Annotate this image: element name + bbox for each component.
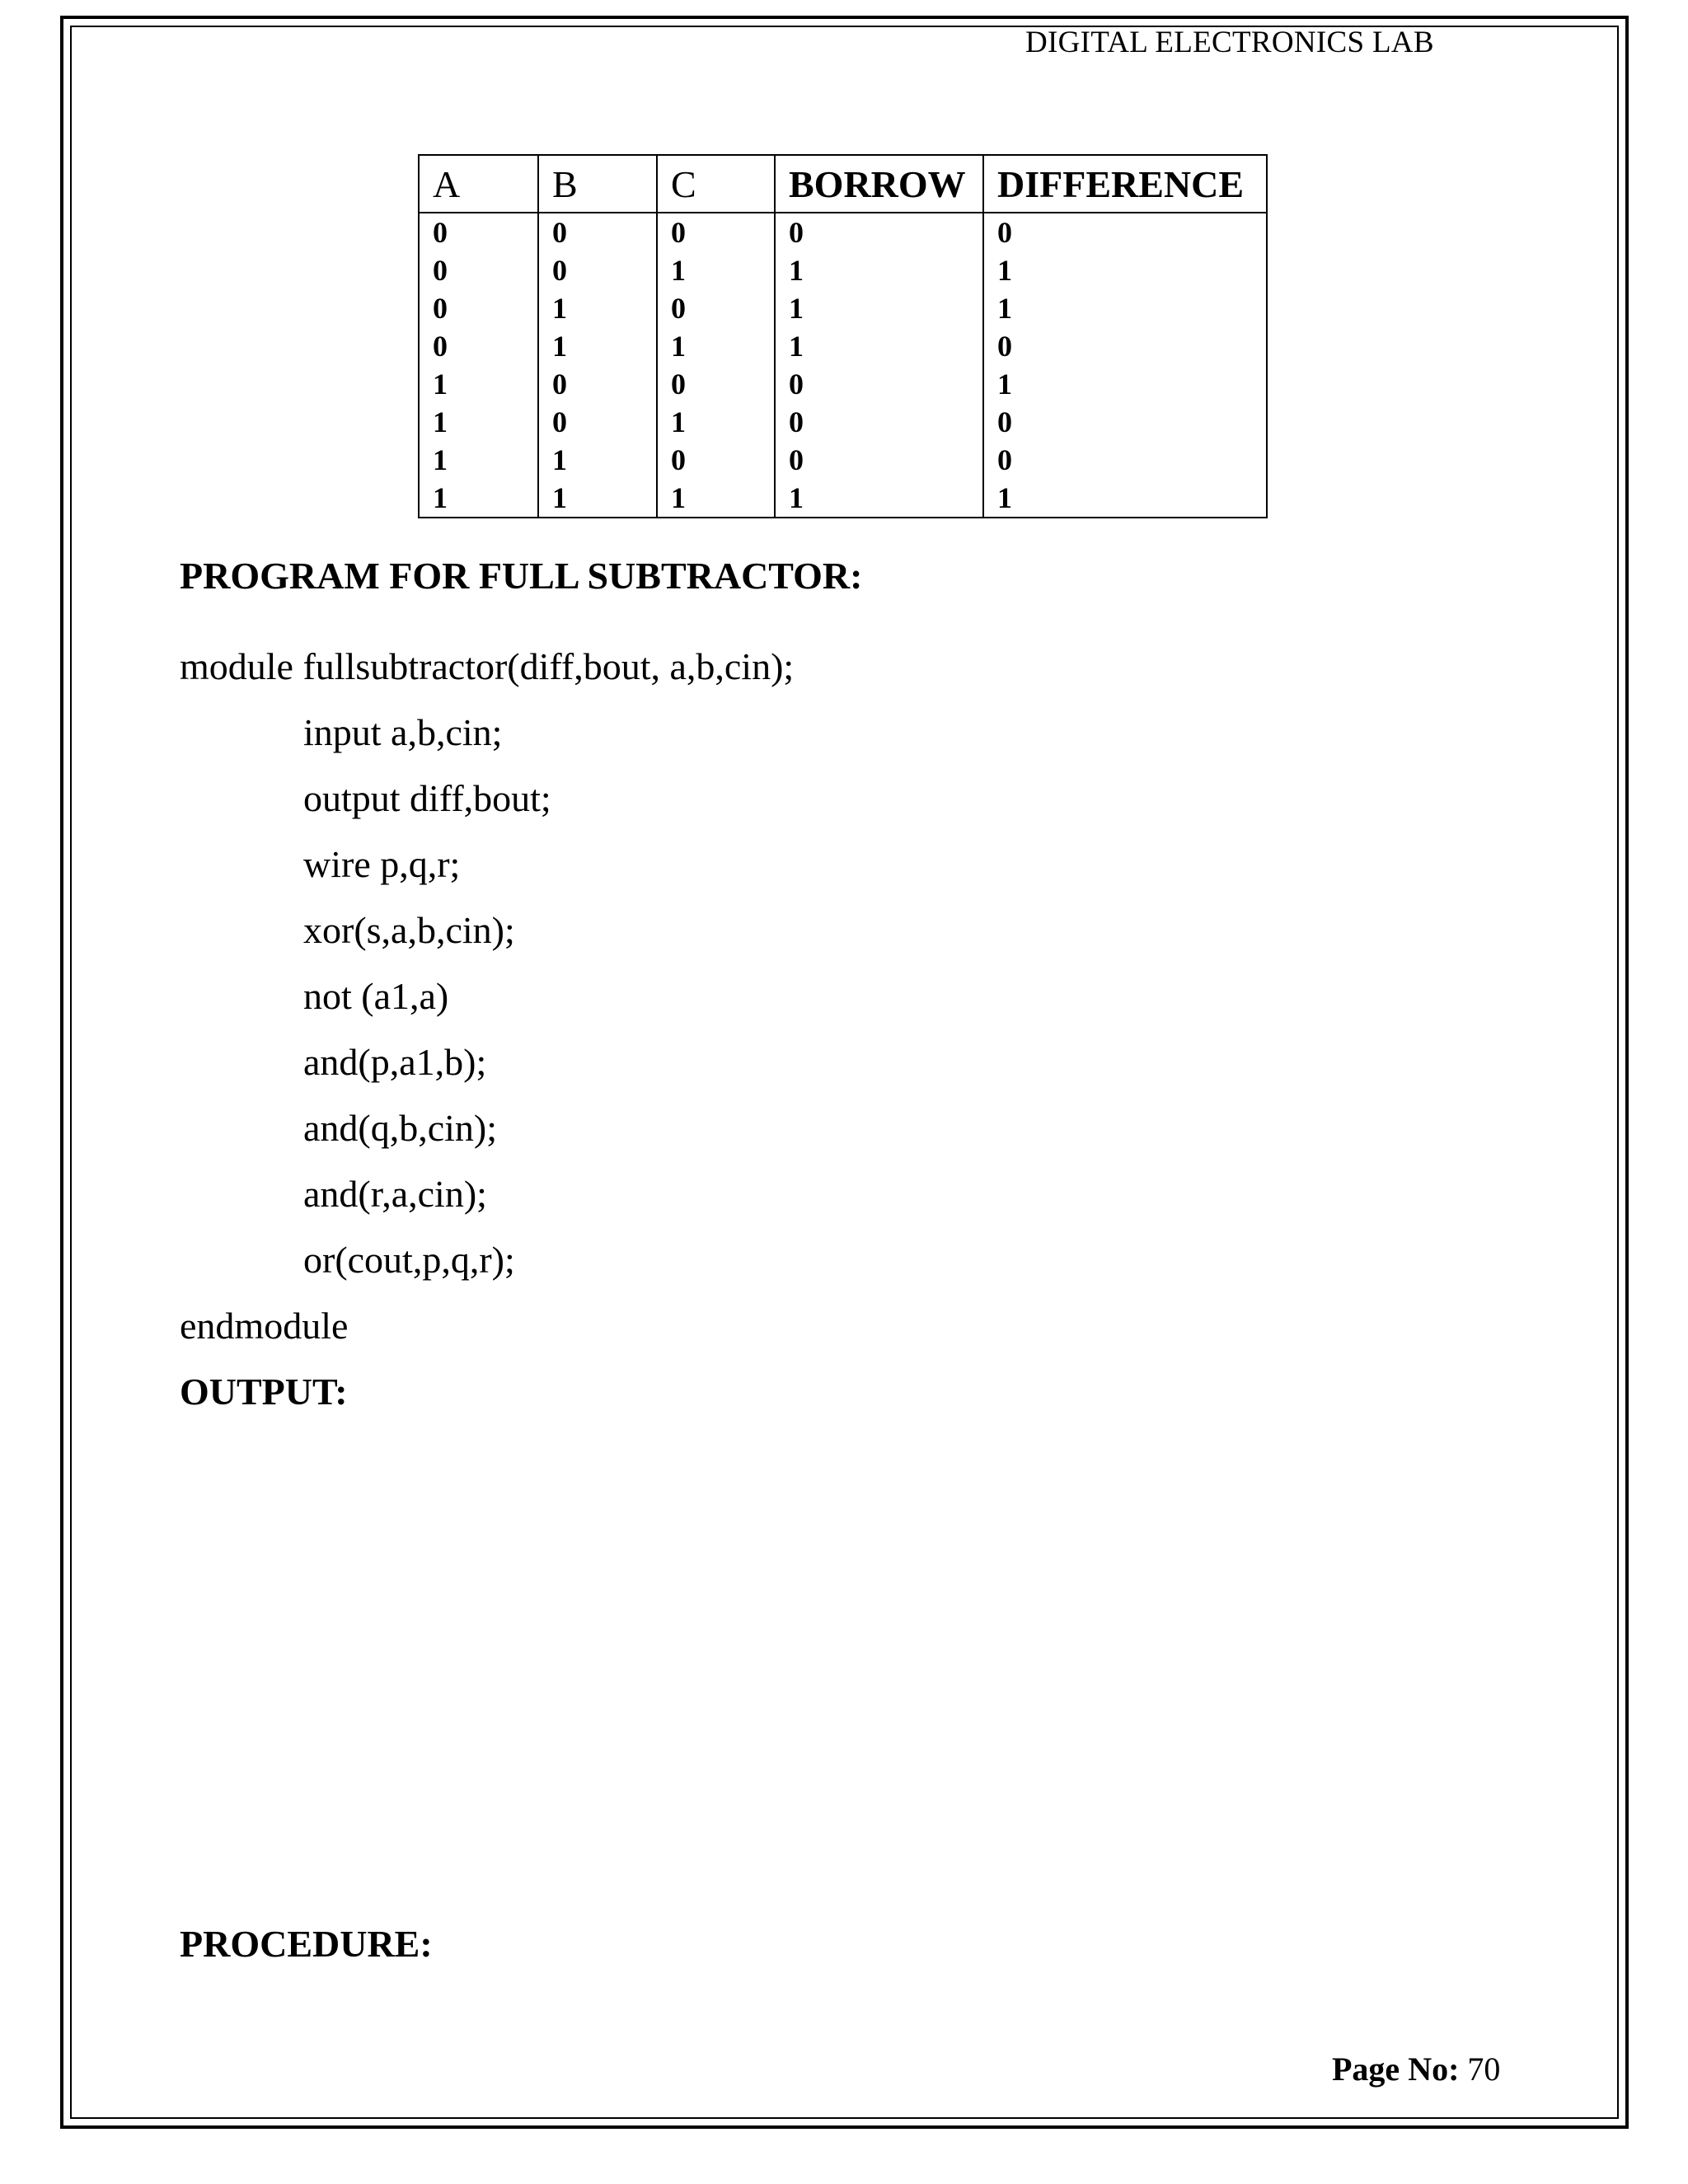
- cell-difference: 1: [983, 289, 1267, 327]
- cell-c: 0: [657, 213, 775, 251]
- code-line-xor: xor(s,a,b,cin);: [303, 909, 515, 951]
- cell-borrow: 0: [775, 403, 983, 441]
- code-line-input: input a,b,cin;: [303, 711, 503, 753]
- code-line-and-q: and(q,b,cin);: [303, 1107, 498, 1149]
- cell-b: 0: [538, 213, 657, 251]
- output-heading: OUTPUT:: [180, 1371, 348, 1413]
- cell-c: 1: [657, 403, 775, 441]
- code-line-module: module fullsubtractor(diff,bout, a,b,cin);: [180, 645, 795, 687]
- page-number-value: 70: [1467, 2050, 1501, 2088]
- cell-borrow: 1: [775, 251, 983, 289]
- cell-b: 1: [538, 327, 657, 365]
- header-difference: DIFFERENCE: [983, 155, 1267, 213]
- code-line-and-r: and(r,a,cin);: [303, 1173, 487, 1215]
- page-number-label: Page No:: [1332, 2050, 1460, 2088]
- cell-difference: 1: [983, 365, 1267, 403]
- cell-borrow: 1: [775, 289, 983, 327]
- cell-difference: 0: [983, 403, 1267, 441]
- cell-a: 0: [419, 213, 538, 251]
- cell-difference: 0: [983, 213, 1267, 251]
- cell-difference: 1: [983, 479, 1267, 518]
- code-line-or: or(cout,p,q,r);: [303, 1239, 515, 1281]
- cell-c: 1: [657, 327, 775, 365]
- procedure-heading: PROCEDURE:: [180, 1923, 433, 1965]
- table-row: [419, 289, 1267, 327]
- cell-a: 1: [419, 441, 538, 479]
- cell-b: 0: [538, 403, 657, 441]
- cell-a: 1: [419, 479, 538, 518]
- cell-a: 1: [419, 365, 538, 403]
- table-row: [419, 213, 1267, 251]
- header-a: A: [419, 155, 538, 213]
- table-row: [419, 327, 1267, 365]
- header-b: B: [538, 155, 657, 213]
- truth-table: [418, 154, 1268, 518]
- cell-borrow: 1: [775, 479, 983, 518]
- table-row: [419, 441, 1267, 479]
- cell-b: 1: [538, 289, 657, 327]
- header-title: DIGITAL ELECTRONICS LAB: [1025, 26, 1434, 59]
- code-line-not: not (a1,a): [303, 975, 449, 1017]
- code-line-output: output diff,bout;: [303, 777, 551, 819]
- cell-c: 0: [657, 441, 775, 479]
- code-line-wire: wire p,q,r;: [303, 843, 461, 885]
- cell-b: 0: [538, 251, 657, 289]
- table-row: [419, 479, 1267, 518]
- cell-c: 0: [657, 289, 775, 327]
- cell-a: 0: [419, 327, 538, 365]
- cell-borrow: 0: [775, 365, 983, 403]
- header-c: C: [657, 155, 775, 213]
- header-borrow: BORROW: [775, 155, 983, 213]
- cell-c: 1: [657, 251, 775, 289]
- cell-difference: 0: [983, 327, 1267, 365]
- table-row: [419, 403, 1267, 441]
- program-heading: PROGRAM FOR FULL SUBTRACTOR:: [180, 555, 863, 597]
- cell-c: 0: [657, 365, 775, 403]
- cell-borrow: 0: [775, 213, 983, 251]
- cell-a: 0: [419, 251, 538, 289]
- page-number: [1332, 2050, 1500, 2088]
- table-row: [419, 251, 1267, 289]
- cell-borrow: 1: [775, 327, 983, 365]
- table-row: [419, 365, 1267, 403]
- cell-b: 1: [538, 441, 657, 479]
- cell-difference: 0: [983, 441, 1267, 479]
- cell-a: 0: [419, 289, 538, 327]
- cell-b: 0: [538, 365, 657, 403]
- cell-borrow: 0: [775, 441, 983, 479]
- cell-c: 1: [657, 479, 775, 518]
- code-line-and-p: and(p,a1,b);: [303, 1041, 487, 1083]
- cell-a: 1: [419, 403, 538, 441]
- cell-b: 1: [538, 479, 657, 518]
- truth-table-header-row: [419, 155, 1267, 213]
- cell-difference: 1: [983, 251, 1267, 289]
- code-line-endmodule: endmodule: [180, 1305, 349, 1347]
